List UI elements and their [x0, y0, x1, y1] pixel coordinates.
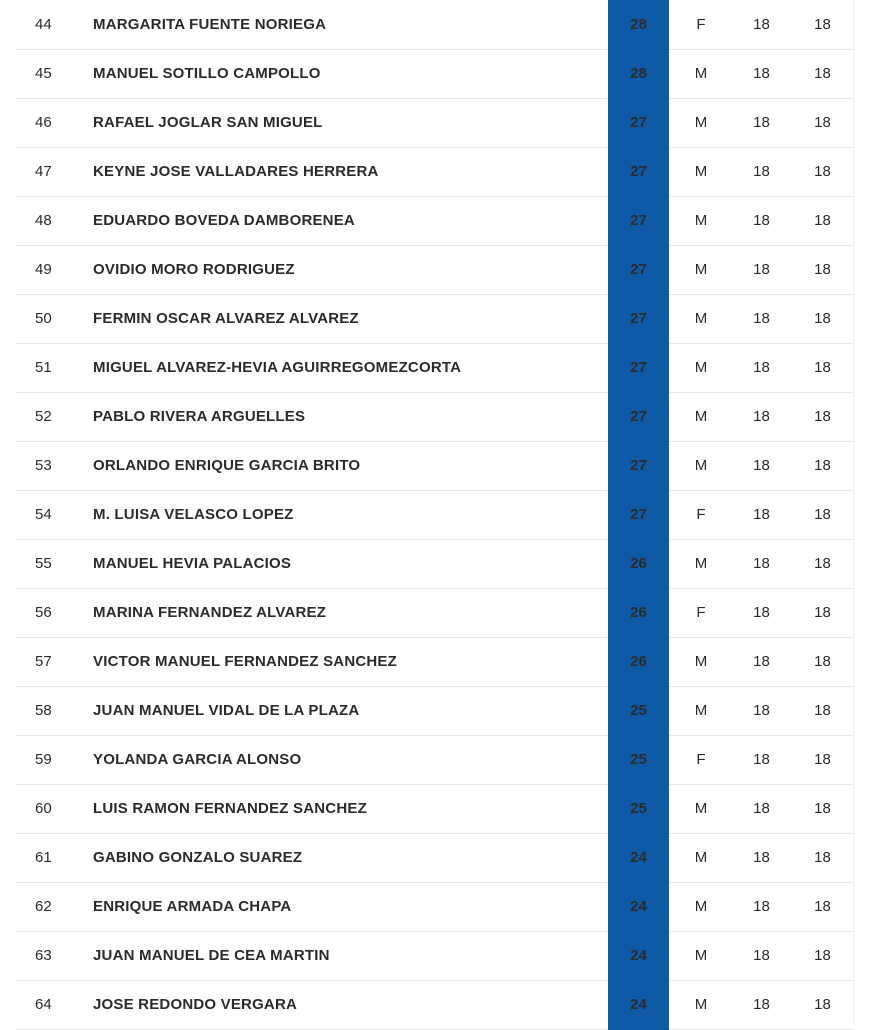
standings-table	[16, 0, 853, 1030]
stat-a-cell: 18	[731, 98, 792, 147]
table-row	[16, 245, 853, 294]
points-cell: 24	[608, 882, 669, 931]
position-cell: 51	[16, 343, 93, 392]
standings-table-body	[16, 0, 853, 1029]
gender-cell: M	[669, 931, 731, 980]
player-name-cell: JUAN MANUEL DE CEA MARTIN	[93, 931, 608, 980]
stat-a-cell: 18	[731, 441, 792, 490]
table-row	[16, 147, 853, 196]
stat-b-cell: 18	[792, 490, 853, 539]
points-cell: 27	[608, 245, 669, 294]
gender-cell: M	[669, 441, 731, 490]
position-cell: 50	[16, 294, 93, 343]
stat-b-cell: 18	[792, 49, 853, 98]
stat-b-cell: 18	[792, 0, 853, 49]
table-row	[16, 539, 853, 588]
gender-cell: M	[669, 147, 731, 196]
stat-a-cell: 18	[731, 294, 792, 343]
player-name-cell: GABINO GONZALO SUAREZ	[93, 833, 608, 882]
scroll-edge-divider	[853, 0, 854, 1023]
table-row	[16, 343, 853, 392]
points-cell: 24	[608, 931, 669, 980]
player-name-cell: OVIDIO MORO RODRIGUEZ	[93, 245, 608, 294]
table-row	[16, 294, 853, 343]
table-row	[16, 392, 853, 441]
stat-a-cell: 18	[731, 539, 792, 588]
gender-cell: F	[669, 588, 731, 637]
player-name-cell: MARINA FERNANDEZ ALVAREZ	[93, 588, 608, 637]
player-name-cell: YOLANDA GARCIA ALONSO	[93, 735, 608, 784]
gender-cell: F	[669, 0, 731, 49]
points-cell: 27	[608, 196, 669, 245]
gender-cell: M	[669, 784, 731, 833]
gender-cell: M	[669, 343, 731, 392]
gender-cell: M	[669, 245, 731, 294]
table-row	[16, 637, 853, 686]
stat-b-cell: 18	[792, 245, 853, 294]
position-cell: 52	[16, 392, 93, 441]
table-row	[16, 98, 853, 147]
stat-a-cell: 18	[731, 980, 792, 1029]
table-row	[16, 735, 853, 784]
stat-b-cell: 18	[792, 343, 853, 392]
stat-b-cell: 18	[792, 784, 853, 833]
points-cell: 27	[608, 441, 669, 490]
player-name-cell: MIGUEL ALVAREZ-HEVIA AGUIRREGOMEZCORTA	[93, 343, 608, 392]
player-name-cell: VICTOR MANUEL FERNANDEZ SANCHEZ	[93, 637, 608, 686]
stat-a-cell: 18	[731, 392, 792, 441]
points-cell: 27	[608, 490, 669, 539]
gender-cell: M	[669, 539, 731, 588]
stat-b-cell: 18	[792, 686, 853, 735]
stat-b-cell: 18	[792, 147, 853, 196]
stat-b-cell: 18	[792, 294, 853, 343]
stat-b-cell: 18	[792, 735, 853, 784]
table-row	[16, 833, 853, 882]
points-cell: 25	[608, 686, 669, 735]
stat-a-cell: 18	[731, 588, 792, 637]
position-cell: 48	[16, 196, 93, 245]
table-row	[16, 931, 853, 980]
points-cell: 27	[608, 294, 669, 343]
position-cell: 60	[16, 784, 93, 833]
player-name-cell: LUIS RAMON FERNANDEZ SANCHEZ	[93, 784, 608, 833]
player-name-cell: M. LUISA VELASCO LOPEZ	[93, 490, 608, 539]
points-cell: 26	[608, 588, 669, 637]
gender-cell: M	[669, 637, 731, 686]
table-row	[16, 196, 853, 245]
position-cell: 53	[16, 441, 93, 490]
table-row	[16, 49, 853, 98]
position-cell: 55	[16, 539, 93, 588]
player-name-cell: PABLO RIVERA ARGUELLES	[93, 392, 608, 441]
gender-cell: F	[669, 490, 731, 539]
table-row	[16, 980, 853, 1029]
gender-cell: F	[669, 735, 731, 784]
position-cell: 59	[16, 735, 93, 784]
stat-b-cell: 18	[792, 98, 853, 147]
player-name-cell: FERMIN OSCAR ALVAREZ ALVAREZ	[93, 294, 608, 343]
stat-a-cell: 18	[731, 196, 792, 245]
points-cell: 25	[608, 784, 669, 833]
stat-b-cell: 18	[792, 931, 853, 980]
points-cell: 28	[608, 49, 669, 98]
position-cell: 54	[16, 490, 93, 539]
gender-cell: M	[669, 196, 731, 245]
stat-a-cell: 18	[731, 784, 792, 833]
position-cell: 62	[16, 882, 93, 931]
player-name-cell: MARGARITA FUENTE NORIEGA	[93, 0, 608, 49]
player-name-cell: KEYNE JOSE VALLADARES HERRERA	[93, 147, 608, 196]
table-row	[16, 784, 853, 833]
table-row	[16, 441, 853, 490]
player-name-cell: JOSE REDONDO VERGARA	[93, 980, 608, 1029]
gender-cell: M	[669, 686, 731, 735]
position-cell: 64	[16, 980, 93, 1029]
player-name-cell: RAFAEL JOGLAR SAN MIGUEL	[93, 98, 608, 147]
table-row	[16, 882, 853, 931]
stat-a-cell: 18	[731, 147, 792, 196]
position-cell: 49	[16, 245, 93, 294]
gender-cell: M	[669, 49, 731, 98]
stat-a-cell: 18	[731, 0, 792, 49]
table-row	[16, 588, 853, 637]
points-cell: 25	[608, 735, 669, 784]
stat-a-cell: 18	[731, 882, 792, 931]
gender-cell: M	[669, 833, 731, 882]
points-cell: 27	[608, 343, 669, 392]
stat-a-cell: 18	[731, 686, 792, 735]
position-cell: 61	[16, 833, 93, 882]
stat-b-cell: 18	[792, 980, 853, 1029]
position-cell: 63	[16, 931, 93, 980]
position-cell: 56	[16, 588, 93, 637]
points-cell: 27	[608, 98, 669, 147]
stat-b-cell: 18	[792, 882, 853, 931]
stat-b-cell: 18	[792, 833, 853, 882]
gender-cell: M	[669, 294, 731, 343]
position-cell: 46	[16, 98, 93, 147]
stat-a-cell: 18	[731, 49, 792, 98]
player-name-cell: MANUEL HEVIA PALACIOS	[93, 539, 608, 588]
table-row	[16, 686, 853, 735]
table-row	[16, 490, 853, 539]
stat-b-cell: 18	[792, 392, 853, 441]
stat-a-cell: 18	[731, 343, 792, 392]
stat-a-cell: 18	[731, 637, 792, 686]
stat-b-cell: 18	[792, 637, 853, 686]
stat-a-cell: 18	[731, 931, 792, 980]
position-cell: 44	[16, 0, 93, 49]
gender-cell: M	[669, 98, 731, 147]
points-cell: 26	[608, 539, 669, 588]
points-cell: 28	[608, 0, 669, 49]
position-cell: 58	[16, 686, 93, 735]
stat-a-cell: 18	[731, 833, 792, 882]
stat-b-cell: 18	[792, 196, 853, 245]
player-name-cell: ORLANDO ENRIQUE GARCIA BRITO	[93, 441, 608, 490]
stat-a-cell: 18	[731, 735, 792, 784]
points-cell: 27	[608, 147, 669, 196]
player-name-cell: JUAN MANUEL VIDAL DE LA PLAZA	[93, 686, 608, 735]
points-cell: 24	[608, 833, 669, 882]
points-cell: 27	[608, 392, 669, 441]
stat-a-cell: 18	[731, 245, 792, 294]
stat-b-cell: 18	[792, 588, 853, 637]
position-cell: 47	[16, 147, 93, 196]
stat-b-cell: 18	[792, 441, 853, 490]
stat-b-cell: 18	[792, 539, 853, 588]
table-row	[16, 0, 853, 49]
points-cell: 24	[608, 980, 669, 1029]
position-cell: 45	[16, 49, 93, 98]
gender-cell: M	[669, 392, 731, 441]
gender-cell: M	[669, 980, 731, 1029]
standings-table-container	[16, 0, 853, 1030]
player-name-cell: EDUARDO BOVEDA DAMBORENEA	[93, 196, 608, 245]
player-name-cell: MANUEL SOTILLO CAMPOLLO	[93, 49, 608, 98]
gender-cell: M	[669, 882, 731, 931]
position-cell: 57	[16, 637, 93, 686]
player-name-cell: ENRIQUE ARMADA CHAPA	[93, 882, 608, 931]
points-cell: 26	[608, 637, 669, 686]
stat-a-cell: 18	[731, 490, 792, 539]
